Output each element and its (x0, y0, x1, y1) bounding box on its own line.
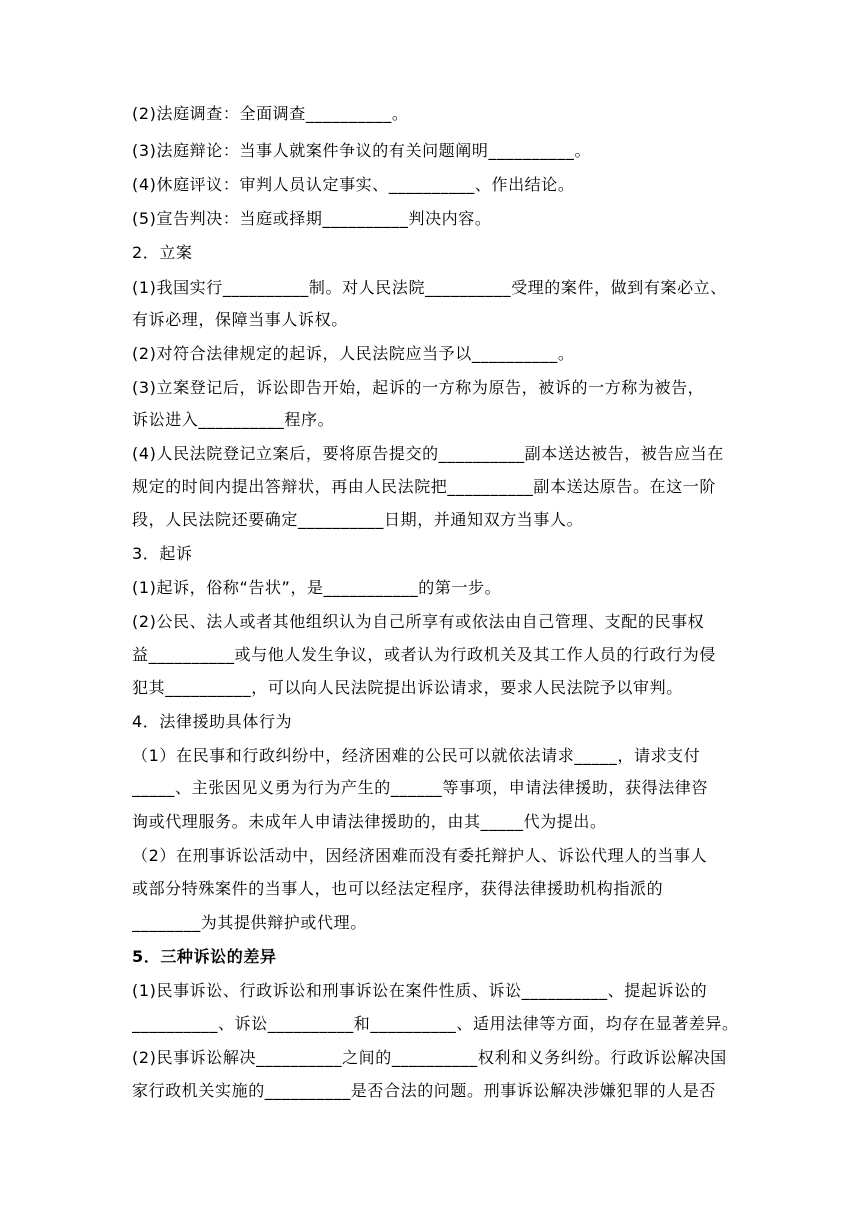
text-line: 或部分特殊案件的当事人，也可以经法定程序，获得法律援助机构指派的 (132, 879, 664, 898)
text-line: (1)我国实行__________制。对人民法院__________受理的案件，做到有案必立、 (132, 278, 727, 297)
text-line: (2)法庭调查：全面调查__________。 (132, 104, 409, 123)
text-line: (4)休庭评议：审判人员认定事实、__________、作出结论。 (132, 175, 575, 194)
text-line: __________、诉讼__________和__________、适用法律等方面，均存在显著差异。 (132, 1014, 739, 1033)
text-line: ________为其提供辩护或代理。 (132, 913, 367, 932)
text-line: 诉讼进入__________程序。 (132, 410, 335, 429)
text-line: (2)民事诉讼解决__________之间的__________权利和义务纠纷。行政诉讼解决国 (132, 1048, 727, 1067)
text-line: (2)公民、法人或者其他组织认为自己所享有或依法由自己管理、支配的民事权 (132, 612, 705, 631)
text-line: (1)起诉，俗称“告状”，是___________的第一步。 (132, 578, 502, 597)
text-line: 犯其__________，可以向人民法院提出诉讼请求，要求人民法院予以审判。 (132, 678, 683, 697)
text-line: (3)立案登记后，诉讼即告开始，起诉的一方称为原告，被诉的一方称为被告， (132, 378, 705, 397)
text-line: (4)人民法院登记立案后，要将原告提交的__________副本送达被告，被告应当在 (132, 444, 724, 463)
text-line: 段，人民法院还要确定__________日期，并通知双方当事人。 (132, 510, 584, 529)
text-line: 有诉必理，保障当事人诉权。 (132, 310, 348, 329)
section-heading: 3．起诉 (132, 544, 193, 563)
text-line: 询或代理服务。未成年人申请法律援助的，由其_____代为提出。 (132, 812, 607, 831)
text-line: (3)法庭辩论：当事人就案件争议的有关问题阐明__________。 (132, 141, 592, 160)
text-line: （1）在民事和行政纠纷中，经济困难的公民可以就依法请求_____，请求支付 (132, 746, 701, 765)
text-line: (5)宣告判决：当庭或择期__________判决内容。 (132, 209, 492, 228)
section-heading: 4．法律援助具体行为 (132, 712, 293, 731)
section-heading-bold: 5．三种诉讼的差异 (132, 947, 277, 966)
text-line: (1)民事诉讼、行政诉讼和刑事诉讼在案件性质、诉讼__________、提起诉讼的 (132, 981, 708, 1000)
section-heading: 2．立案 (132, 243, 193, 262)
text-line: _____、主张因见义勇为行为产生的______等事项，申请法律援助，获得法律咨 (132, 778, 709, 797)
text-line: 家行政机关实施的__________是否合法的问题。刑事诉讼解决涉嫌犯罪的人是否 (132, 1081, 717, 1100)
text-line: 规定的时间内提出答辩状，再由人民法院把__________副本送达原告。在这一阶 (132, 477, 717, 496)
text-line: (2)对符合法律规定的起诉，人民法院应当予以__________。 (132, 344, 575, 363)
text-line: 益__________或与他人发生争议，或者认为行政机关及其工作人员的行政行为侵 (132, 645, 717, 664)
text-line: （2）在刑事诉讼活动中，因经济困难而没有委托辩护人、诉讼代理人的当事人 (132, 846, 708, 865)
